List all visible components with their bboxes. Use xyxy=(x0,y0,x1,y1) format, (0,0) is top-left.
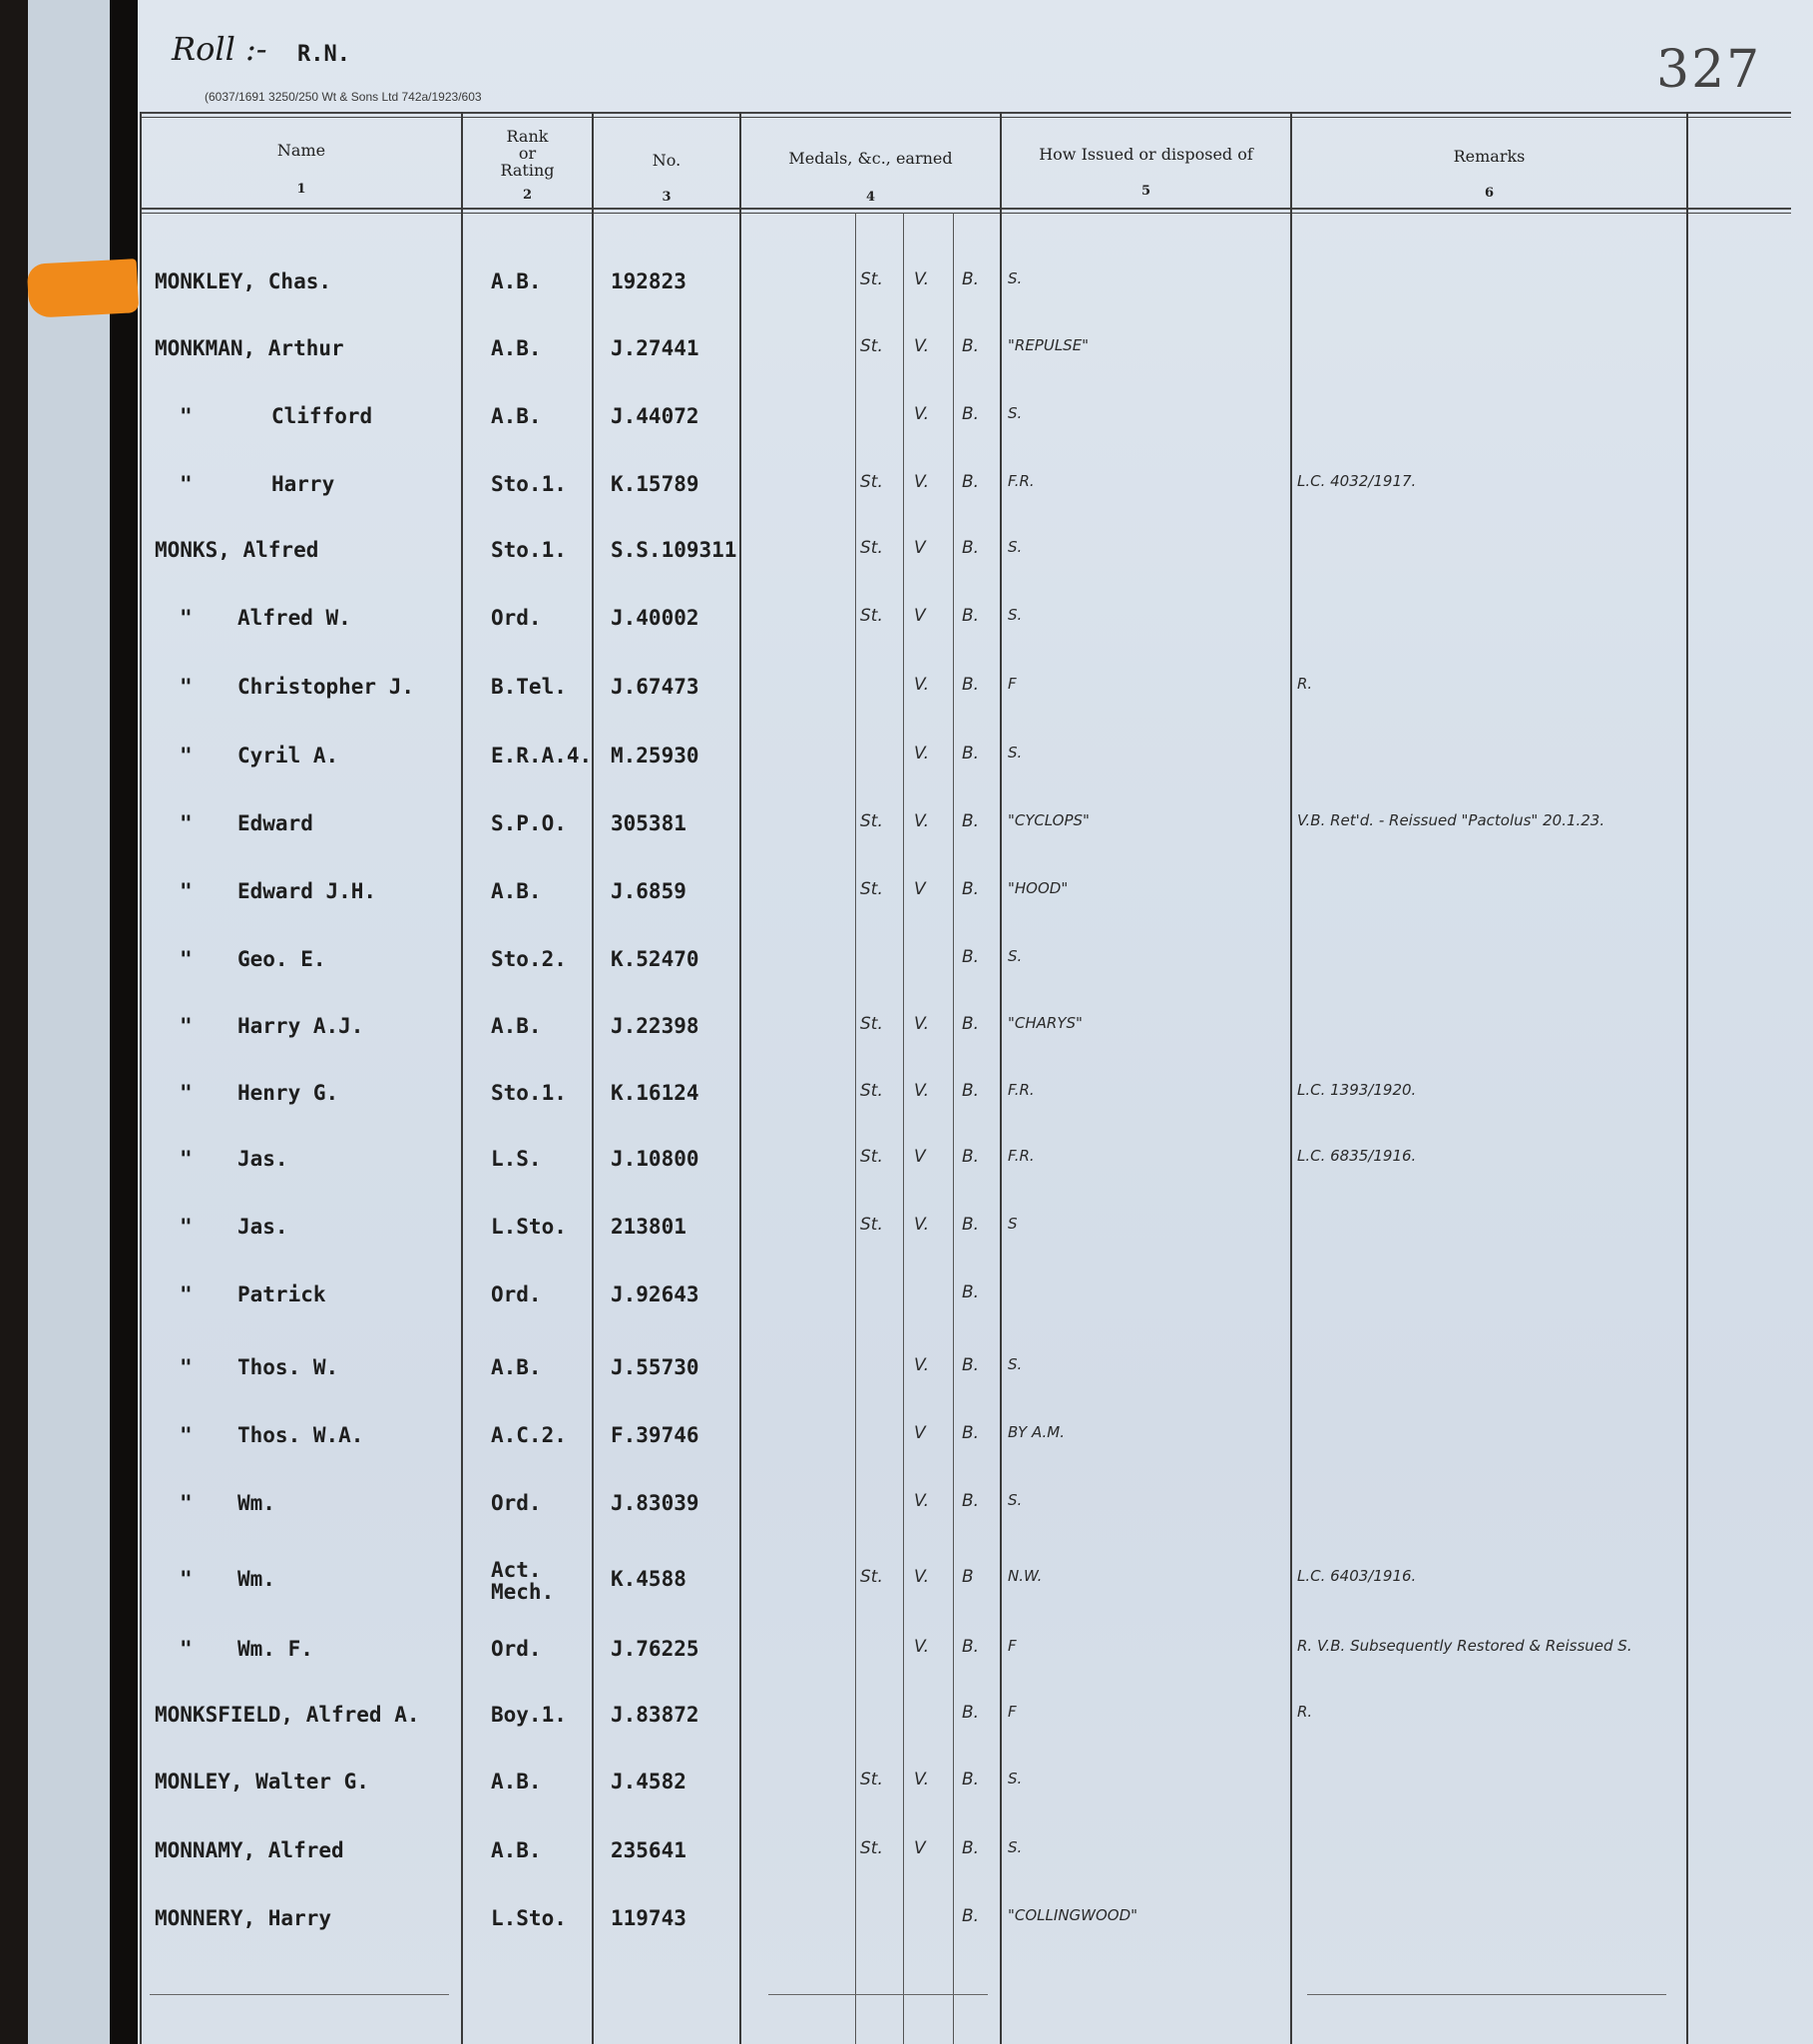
bottom-rule-medals xyxy=(768,1994,988,1995)
medal-victory: V xyxy=(914,1838,926,1858)
rank-rating: A.B. xyxy=(491,1838,542,1862)
service-number: 119743 xyxy=(611,1906,686,1930)
service-number: K.15789 xyxy=(611,472,699,496)
how-issued: N.W. xyxy=(1008,1567,1043,1585)
col-rule-name-rank xyxy=(461,112,463,2044)
medal-victory: V. xyxy=(914,1014,930,1034)
service-number: J.55730 xyxy=(611,1355,699,1379)
medal-star: St. xyxy=(860,1838,883,1858)
service-number: J.76225 xyxy=(611,1637,699,1661)
rank-rating: Sto.2. xyxy=(491,947,567,971)
table-row xyxy=(0,675,1813,715)
name-given: Jas. xyxy=(237,1215,288,1239)
name-surname: " xyxy=(180,1423,193,1447)
table-row xyxy=(0,606,1813,646)
medal-victory: V. xyxy=(914,404,930,424)
remarks: R. xyxy=(1297,675,1313,693)
how-issued: S xyxy=(1008,1215,1018,1233)
medal-victory: V. xyxy=(914,744,930,764)
page-number: 327 xyxy=(1656,40,1762,100)
rank-rating: A.B. xyxy=(491,404,542,428)
name-surname: MONKMAN, Arthur xyxy=(155,336,344,360)
rank-rating: S.P.O. xyxy=(491,811,567,835)
medal-victory: V. xyxy=(914,1567,930,1587)
name-surname: MONNAMY, Alfred xyxy=(155,1838,344,1862)
table-row xyxy=(0,1703,1813,1743)
col-header-no: No. xyxy=(652,151,681,170)
medal-star: St. xyxy=(860,1014,883,1034)
rank-rating: Sto.1. xyxy=(491,538,567,562)
medal-british: B. xyxy=(962,269,980,289)
name-surname: " xyxy=(180,811,193,835)
name-surname: " xyxy=(180,1215,193,1239)
col-number-6: 6 xyxy=(1484,186,1495,201)
name-surname: " xyxy=(180,1081,193,1105)
medal-british: B. xyxy=(962,1703,980,1723)
header-bottom-rule-2 xyxy=(140,213,1791,214)
medal-victory: V. xyxy=(914,1770,930,1789)
table-row xyxy=(0,1423,1813,1463)
remarks: L.C. 1393/1920. xyxy=(1297,1081,1417,1099)
col-header-medals: Medals, &c., earned xyxy=(788,149,953,168)
rank-rating: L.Sto. xyxy=(491,1906,567,1930)
medal-victory: V. xyxy=(914,1215,930,1235)
service-number: J.92643 xyxy=(611,1282,699,1306)
roll-unit: R.N. xyxy=(297,42,350,67)
print-reference: (6037/1691 3250/250 Wt & Sons Ltd 742a/1923/603 xyxy=(205,90,482,104)
rank-rating: Sto.1. xyxy=(491,472,567,496)
table-row xyxy=(0,1558,1813,1607)
table-row xyxy=(0,472,1813,512)
service-number: J.27441 xyxy=(611,336,699,360)
name-given: Thos. W. xyxy=(237,1355,339,1379)
how-issued: F xyxy=(1008,1637,1017,1655)
how-issued: BY A.M. xyxy=(1008,1423,1065,1441)
col-number-1: 1 xyxy=(296,182,306,197)
how-issued: F xyxy=(1008,675,1017,693)
rank-rating: A.B. xyxy=(491,269,542,293)
rank-rating: Act. Mech. xyxy=(491,1558,555,1604)
table-row xyxy=(0,1147,1813,1187)
name-given: Thos. W.A. xyxy=(237,1423,364,1447)
how-issued: S. xyxy=(1008,947,1023,965)
medal-victory: V. xyxy=(914,1081,930,1101)
rank-rating: L.Sto. xyxy=(491,1215,567,1239)
col-rule-rank-no xyxy=(592,112,594,2044)
name-surname: MONKLEY, Chas. xyxy=(155,269,332,293)
name-surname: MONLEY, Walter G. xyxy=(155,1770,369,1793)
col-rule-left xyxy=(140,112,142,2044)
medal-star: St. xyxy=(860,606,883,626)
name-surname: " xyxy=(180,606,193,630)
table-row xyxy=(0,1906,1813,1946)
service-number: K.4588 xyxy=(611,1567,686,1591)
name-surname: MONKSFIELD, Alfred A. xyxy=(155,1703,420,1727)
medal-victory: V xyxy=(914,1423,926,1443)
service-number: J.40002 xyxy=(611,606,699,630)
service-number: J.67473 xyxy=(611,675,699,699)
medal-star: St. xyxy=(860,1147,883,1167)
table-row xyxy=(0,879,1813,919)
how-issued: S. xyxy=(1008,1355,1023,1373)
medal-british: B. xyxy=(962,879,980,899)
table-row xyxy=(0,1355,1813,1395)
name-surname: " xyxy=(180,1491,193,1515)
medal-british: B. xyxy=(962,1491,980,1511)
medal-star: St. xyxy=(860,1215,883,1235)
how-issued: S. xyxy=(1008,606,1023,624)
service-number: J.10800 xyxy=(611,1147,699,1171)
medal-victory: V xyxy=(914,879,926,899)
name-surname: " xyxy=(180,879,193,903)
col-number-4: 4 xyxy=(865,190,876,205)
medal-british: B. xyxy=(962,1770,980,1789)
name-surname: " xyxy=(180,744,193,767)
remarks: L.C. 6403/1916. xyxy=(1297,1567,1417,1585)
table-row xyxy=(0,1491,1813,1531)
col-header-remarks: Remarks xyxy=(1453,147,1526,166)
name-given: Henry G. xyxy=(237,1081,339,1105)
name-given: Wm. F. xyxy=(237,1637,313,1661)
name-surname: " xyxy=(180,947,193,971)
how-issued: F.R. xyxy=(1008,1147,1035,1165)
medal-british: B. xyxy=(962,472,980,492)
medal-star: St. xyxy=(860,879,883,899)
how-issued: S. xyxy=(1008,744,1023,762)
rank-rating: Ord. xyxy=(491,1637,542,1661)
service-number: 235641 xyxy=(611,1838,686,1862)
medal-star: St. xyxy=(860,538,883,558)
medal-star: St. xyxy=(860,336,883,356)
rank-rating: E.R.A.4. xyxy=(491,744,593,767)
medal-british: B. xyxy=(962,336,980,356)
medal-star: St. xyxy=(860,1770,883,1789)
medal-british: B xyxy=(962,1567,974,1587)
medal-victory: V. xyxy=(914,675,930,695)
table-row xyxy=(0,744,1813,783)
medal-victory: V. xyxy=(914,472,930,492)
name-surname: " xyxy=(180,1014,193,1038)
how-issued: S. xyxy=(1008,404,1023,422)
medal-victory: V. xyxy=(914,811,930,831)
col-number-5: 5 xyxy=(1140,184,1151,199)
service-number: J.22398 xyxy=(611,1014,699,1038)
medal-star: St. xyxy=(860,1567,883,1587)
medal-british: B. xyxy=(962,1014,980,1034)
medal-british: B. xyxy=(962,811,980,831)
table-row xyxy=(0,1215,1813,1255)
rank-rating: Sto.1. xyxy=(491,1081,567,1105)
name-surname: " xyxy=(180,1567,193,1591)
medal-british: B. xyxy=(962,947,980,967)
name-given: Clifford xyxy=(271,404,373,428)
table-row xyxy=(0,1081,1813,1121)
rank-rating: B.Tel. xyxy=(491,675,567,699)
how-issued: F xyxy=(1008,1703,1017,1721)
service-number: K.52470 xyxy=(611,947,699,971)
how-issued: "REPULSE" xyxy=(1008,336,1090,354)
name-surname: " xyxy=(180,472,193,496)
table-top-rule xyxy=(140,112,1791,114)
medal-victory: V. xyxy=(914,336,930,356)
how-issued: "CYCLOPS" xyxy=(1008,811,1090,829)
name-given: Geo. E. xyxy=(237,947,326,971)
name-given: Christopher J. xyxy=(237,675,415,699)
rank-rating: Boy.1. xyxy=(491,1703,567,1727)
rank-rating: L.S. xyxy=(491,1147,542,1171)
bottom-rule-name xyxy=(150,1994,449,1995)
service-number: J.44072 xyxy=(611,404,699,428)
service-number: 305381 xyxy=(611,811,686,835)
table-top-rule-2 xyxy=(140,117,1791,118)
bottom-rule-remarks xyxy=(1307,1994,1666,1995)
table-row xyxy=(0,404,1813,444)
service-number: J.4582 xyxy=(611,1770,686,1793)
col-header-name: Name xyxy=(276,141,326,160)
medal-victory: V. xyxy=(914,1491,930,1511)
remarks: R. V.B. Subsequently Restored & Reissued S. xyxy=(1297,1637,1632,1655)
name-surname: MONKS, Alfred xyxy=(155,538,319,562)
how-issued: S. xyxy=(1008,538,1023,556)
name-given: Cyril A. xyxy=(237,744,339,767)
medal-british: B. xyxy=(962,1423,980,1443)
name-given: Wm. xyxy=(237,1567,275,1591)
medal-british: B. xyxy=(962,606,980,626)
table-row xyxy=(0,1282,1813,1322)
how-issued: "CHARYS" xyxy=(1008,1014,1083,1032)
medal-british: B. xyxy=(962,538,980,558)
service-number: J.83039 xyxy=(611,1491,699,1515)
remarks: V.B. Ret'd. - Reissued "Pactolus" 20.1.23. xyxy=(1297,811,1605,829)
header-bottom-rule xyxy=(140,208,1791,210)
medal-victory: V. xyxy=(914,1637,930,1657)
medal-star: St. xyxy=(860,1081,883,1101)
name-surname: MONNERY, Harry xyxy=(155,1906,332,1930)
rank-rating: A.C.2. xyxy=(491,1423,567,1447)
medal-british: B. xyxy=(962,404,980,424)
name-given: Patrick xyxy=(237,1282,326,1306)
name-given: Harry A.J. xyxy=(237,1014,364,1038)
col-rule-remarks-right xyxy=(1686,112,1688,2044)
medal-british: B. xyxy=(962,1637,980,1657)
how-issued: F.R. xyxy=(1008,472,1035,490)
medal-british: B. xyxy=(962,744,980,764)
medal-british: B. xyxy=(962,1906,980,1926)
service-number: J.83872 xyxy=(611,1703,699,1727)
name-given: Alfred W. xyxy=(237,606,351,630)
roll-label: Roll :- xyxy=(172,30,267,68)
table-row xyxy=(0,947,1813,987)
medal-british: B. xyxy=(962,1147,980,1167)
how-issued: S. xyxy=(1008,269,1023,287)
name-given: Edward J.H. xyxy=(237,879,377,903)
col-rule-medals-how xyxy=(1000,112,1002,2044)
medal-british: B. xyxy=(962,1355,980,1375)
name-given: Edward xyxy=(237,811,313,835)
table-row xyxy=(0,1838,1813,1878)
name-surname: " xyxy=(180,1282,193,1306)
table-row xyxy=(0,269,1813,309)
table-row xyxy=(0,1014,1813,1054)
medal-victory: V xyxy=(914,538,926,558)
service-number: F.39746 xyxy=(611,1423,699,1447)
how-issued: S. xyxy=(1008,1770,1023,1788)
medal-victory: V. xyxy=(914,269,930,289)
service-number: 213801 xyxy=(611,1215,686,1239)
rank-rating: A.B. xyxy=(491,1355,542,1379)
col-number-2: 2 xyxy=(522,188,533,203)
how-issued: "COLLINGWOOD" xyxy=(1008,1906,1138,1924)
col-header-how-issued: How Issued or disposed of xyxy=(1039,145,1253,164)
medal-star: St. xyxy=(860,269,883,289)
rank-rating: Ord. xyxy=(491,1282,542,1306)
name-surname: " xyxy=(180,675,193,699)
name-given: Wm. xyxy=(237,1491,275,1515)
rank-rating: Ord. xyxy=(491,606,542,630)
col-number-3: 3 xyxy=(662,190,672,205)
table-row xyxy=(0,538,1813,578)
how-issued: F.R. xyxy=(1008,1081,1035,1099)
how-issued: S. xyxy=(1008,1491,1023,1509)
col-rule-no-medals xyxy=(739,112,741,2044)
service-number: K.16124 xyxy=(611,1081,699,1105)
service-number: 192823 xyxy=(611,269,686,293)
medal-star: St. xyxy=(860,472,883,492)
name-surname: " xyxy=(180,1147,193,1171)
how-issued: "HOOD" xyxy=(1008,879,1069,897)
medal-victory: V xyxy=(914,1147,926,1167)
service-number: M.25930 xyxy=(611,744,699,767)
medal-british: B. xyxy=(962,1081,980,1101)
name-surname: " xyxy=(180,404,193,428)
service-number: S.S.109311 xyxy=(611,538,737,562)
medal-star: St. xyxy=(860,811,883,831)
name-given: Harry xyxy=(271,472,335,496)
name-given: Jas. xyxy=(237,1147,288,1171)
medal-british: B. xyxy=(962,675,980,695)
rank-rating: Ord. xyxy=(491,1491,542,1515)
table-row xyxy=(0,811,1813,851)
name-surname: " xyxy=(180,1637,193,1661)
rank-rating: A.B. xyxy=(491,336,542,360)
rank-rating: A.B. xyxy=(491,1770,542,1793)
col-header-rank: Rank or Rating xyxy=(500,127,555,180)
table-row xyxy=(0,1637,1813,1677)
table-row xyxy=(0,336,1813,376)
table-row xyxy=(0,1770,1813,1809)
service-number: J.6859 xyxy=(611,879,686,903)
medal-victory: V xyxy=(914,606,926,626)
remarks: L.C. 4032/1917. xyxy=(1297,472,1417,490)
name-surname: " xyxy=(180,1355,193,1379)
remarks: L.C. 6835/1916. xyxy=(1297,1147,1417,1165)
medal-british: B. xyxy=(962,1282,980,1302)
medal-british: B. xyxy=(962,1838,980,1858)
rank-rating: A.B. xyxy=(491,879,542,903)
medal-british: B. xyxy=(962,1215,980,1235)
col-rule-how-remarks xyxy=(1290,112,1292,2044)
remarks: R. xyxy=(1297,1703,1313,1721)
how-issued: S. xyxy=(1008,1838,1023,1856)
medal-victory: V. xyxy=(914,1355,930,1375)
rank-rating: A.B. xyxy=(491,1014,542,1038)
